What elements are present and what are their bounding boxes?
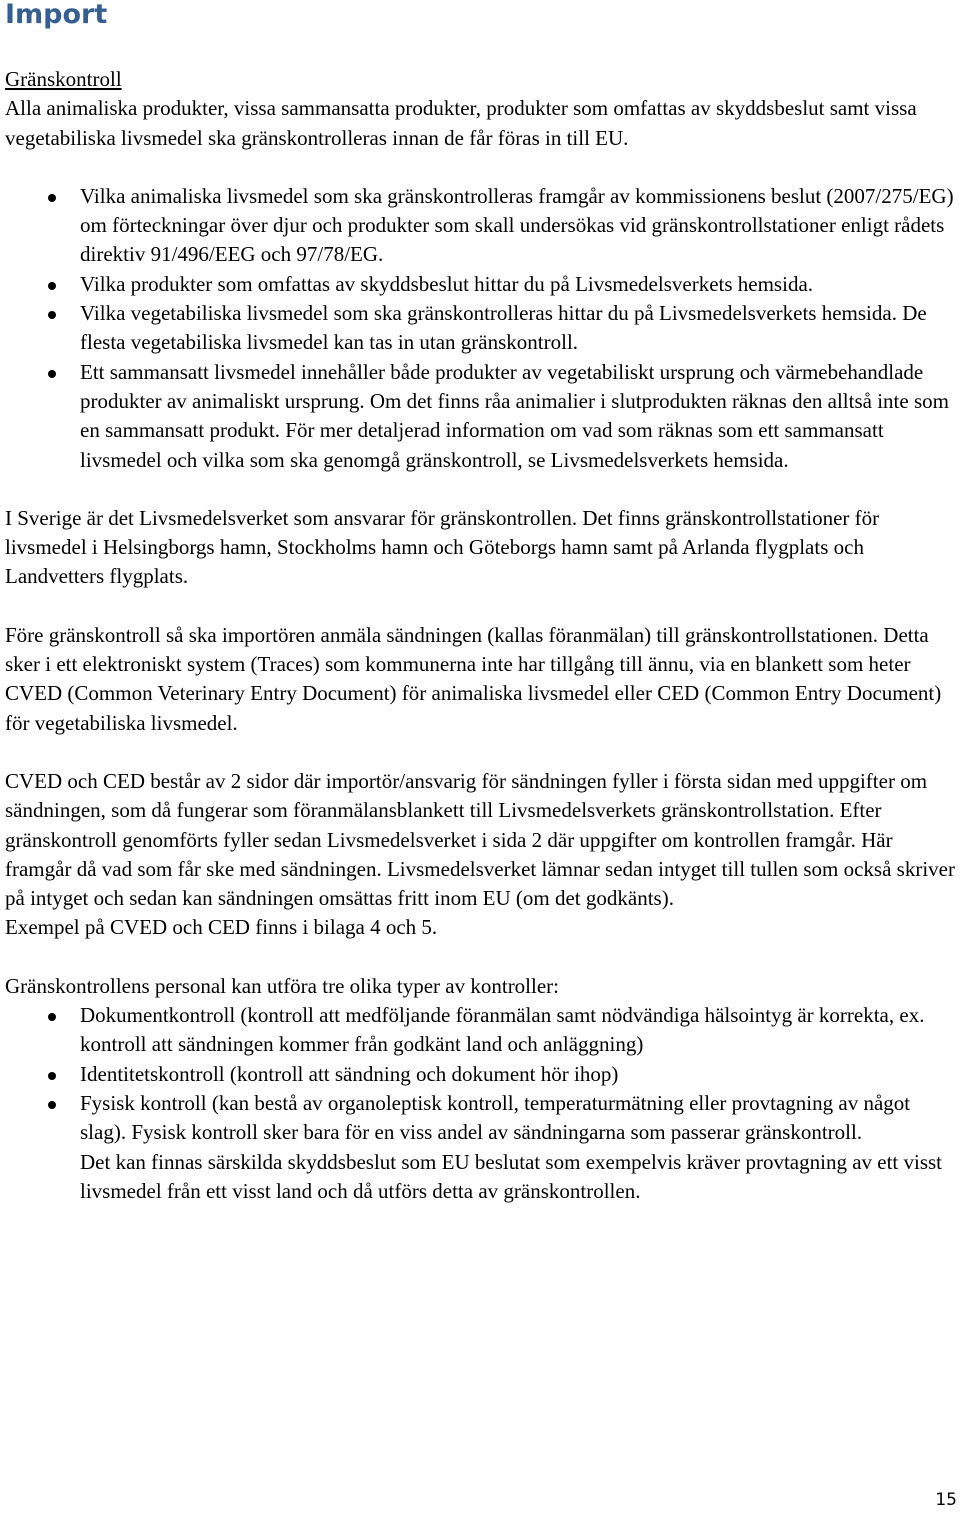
list-item bbox=[5, 182, 955, 270]
bullet-list-requirements bbox=[5, 182, 955, 475]
bullet-icon bbox=[48, 1101, 56, 1109]
bullet-icon bbox=[48, 282, 56, 290]
list-item-text: Vilka animaliska livsmedel som ska gränskontrolleras framgår av kommissionens beslut (2007/275/EG) om förteckningar över djur och produkter som skall undersökas vid gränskontrollstationer enligt rådets direktiv 91/496/EEG och 97/78/EG. bbox=[80, 183, 954, 267]
bullet-icon bbox=[48, 1072, 56, 1080]
bullet-icon bbox=[48, 370, 56, 378]
list-item-text: Vilka produkter som omfattas av skyddsbeslut hittar du på Livsmedelsverkets hemsida. bbox=[80, 271, 814, 296]
paragraph-protective-measures: Det kan finnas särskilda skyddsbeslut som EU beslutat som exempelvis kräver provtagning av ett visst livsmedel från ett visst land och då utförs detta av gränskontrollen. bbox=[80, 1149, 943, 1203]
list-item-text: Vilka vegetabiliska livsmedel som ska gränskontrolleras hittar du på Livsmedelsverkets hemsida. De flesta vegetabiliska livsmedel kan tas in utan gränskontroll. bbox=[80, 301, 927, 355]
bullet-icon bbox=[48, 194, 56, 202]
list-item-text: Dokumentkontroll (kontroll att medföljande föranmälan samt nödvändiga hälsointyg är korrekta, ex. kontroll att sändningen kommer från godkänt land och anläggning) bbox=[80, 1003, 925, 1057]
paragraph-cved: CVED och CED består av 2 sidor där importör/ansvarig för sändningen fyller i första sidan med uppgifter om sändningen, som då fungerar som föranmälansblankett till Livsmedelsverkets gränskontrollstation. Efter gränskontroll genomförts fyller sedan Livsmedelsverket i sida 2 där uppgifter om kontrollen framgår. Här framgår då vad som får ske med sändningen. Livsmedelsverket lämnar sedan intyget till tullen som också skriver på intyget och sedan kan sändningen omsättas fritt inom EU (om det godkänts). bbox=[5, 768, 955, 911]
list-item bbox=[5, 1060, 955, 1089]
section-heading-link[interactable]: Gränskontroll bbox=[5, 67, 122, 91]
list-item-text: Fysisk kontroll (kan bestå av organoleptisk kontroll, temperaturmätning eller provtagning av något slag). Fysisk kontroll sker bara för en viss andel av sändningarna som passerar gränskontroll. bbox=[80, 1090, 911, 1145]
page-number: 15 bbox=[935, 1490, 957, 1510]
bullet-icon bbox=[48, 1013, 56, 1021]
bullet-list-controls bbox=[5, 1001, 955, 1147]
list-item bbox=[5, 358, 955, 475]
paragraph-example: Exempel på CVED och CED finns i bilaga 4 och 5. bbox=[5, 915, 438, 940]
list-item-text: Ett sammansatt livsmedel innehåller både produkter av vegetabiliskt ursprung och värmebehandlade produkter av animaliskt ursprung. Om det finns råa animalier i slutprodukten räknas den alltså inte som en sammansatt produkt. För mer detaljerad information om vad som räknas som ett sammansatt livsmedel och vilka som ska genomgå gränskontroll, se Livsmedelsverkets hemsida. bbox=[80, 359, 949, 472]
intro-paragraph: Alla animaliska produkter, vissa sammansatta produkter, produkter som omfattas av skyddsbeslut samt vissa vegetabiliska livsmedel ska gränskontrolleras innan de får föras in till EU. bbox=[5, 96, 917, 150]
paragraph-pre-notification: Före gränskontroll så ska importören anmäla sändningen (kallas föranmälan) till gränskontrollstationen. Detta sker i ett elektroniskt system (Traces) som kommunerna inte har tillgång till ännu, via en blankett som heter CVED (Common Veterinary Entry Document) för animaliska livsmedel eller CED (Common Entry Document) för vegetabiliska livsmedel. bbox=[5, 622, 942, 735]
list-item bbox=[5, 1089, 955, 1148]
list-item bbox=[5, 270, 955, 299]
paragraph-staff: Gränskontrollens personal kan utföra tre olika typer av kontroller: bbox=[5, 973, 559, 998]
paragraph-sweden: I Sverige är det Livsmedelsverket som ansvarar för gränskontrollen. Det finns gränskontrollstationer för livsmedel i Helsingborgs hamn, Stockholms hamn och Göteborgs hamn samt på Arlanda flygplats och Landvetters flygplats. bbox=[5, 505, 880, 589]
bullet-icon bbox=[48, 311, 56, 319]
list-item-text: Identitetskontroll (kontroll att sändning och dokument hör ihop) bbox=[80, 1061, 619, 1086]
list-item bbox=[5, 299, 955, 358]
page-title: Import bbox=[5, 0, 108, 30]
document-page bbox=[5, 0, 955, 1206]
list-item bbox=[5, 1001, 955, 1060]
